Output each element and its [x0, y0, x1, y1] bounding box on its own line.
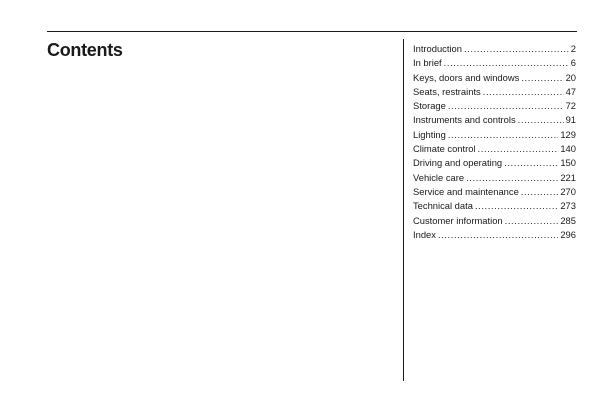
toc-entry-technical-data[interactable]: [413, 199, 576, 213]
toc-entry-page: 6: [570, 57, 576, 69]
toc-entry-keys-doors-windows[interactable]: [413, 71, 576, 85]
toc-entry-label: Climate control: [413, 143, 476, 155]
toc-dot-leader: [448, 128, 559, 142]
toc-dot-leader: [475, 199, 558, 213]
toc-entry-seats-restraints[interactable]: [413, 85, 576, 99]
toc-entry-instruments-controls[interactable]: [413, 113, 576, 127]
toc-dot-leader: [464, 42, 569, 56]
toc-dot-leader: [483, 85, 564, 99]
toc-entry-label: Instruments and controls: [413, 114, 516, 126]
toc-entry-climate-control[interactable]: [413, 142, 576, 156]
toc-entry-vehicle-care[interactable]: [413, 171, 576, 185]
toc-dot-leader: [504, 156, 558, 170]
toc-entry-page: 20: [565, 71, 576, 83]
toc-entry-label: Vehicle care: [413, 171, 465, 183]
toc-entry-page: 129: [560, 128, 576, 140]
toc-entry-label: In brief: [413, 57, 442, 69]
toc-entry-label: Lighting: [413, 128, 446, 140]
toc-entry-label: Index: [413, 228, 436, 240]
toc-entry-page: 270: [560, 185, 576, 197]
toc-dot-leader: [505, 214, 559, 228]
toc-entry-label: Service and maintenance: [413, 185, 519, 197]
toc-entry-page: 273: [560, 200, 576, 212]
toc-entry-customer-information[interactable]: [413, 214, 576, 228]
toc-entry-page: 72: [565, 100, 576, 112]
header-rule: [47, 31, 577, 32]
toc-entry-page: 47: [565, 85, 576, 97]
toc-dot-leader: [521, 71, 563, 85]
toc-entry-label: Introduction: [413, 43, 462, 54]
toc-entry-page: 140: [560, 143, 576, 155]
toc-entry-page: 285: [560, 214, 576, 226]
toc-entry-driving-operating[interactable]: [413, 156, 576, 170]
toc-dot-leader: [466, 171, 558, 185]
toc-entry-lighting[interactable]: [413, 128, 576, 142]
toc-entry-in-brief[interactable]: [413, 56, 576, 70]
toc-entry-label: Driving and operating: [413, 157, 503, 169]
toc-entry-page: 2: [570, 43, 576, 54]
toc-entry-label: Keys, doors and windows: [413, 71, 520, 83]
toc-entry-label: Customer information: [413, 214, 503, 226]
toc-entry-storage[interactable]: [413, 99, 576, 113]
toc-entry-page: 150: [560, 157, 576, 169]
toc-entry-label: Storage: [413, 100, 446, 112]
toc-dot-leader: [478, 142, 559, 156]
toc-entry-introduction[interactable]: [413, 42, 576, 56]
page-title: Contents: [47, 40, 123, 60]
toc-entry-page: 91: [565, 114, 576, 126]
column-divider: [403, 39, 404, 381]
toc-entry-label: Technical data: [413, 200, 473, 212]
toc-dot-leader: [444, 56, 569, 70]
toc-dot-leader: [448, 99, 564, 113]
table-of-contents: [413, 42, 576, 242]
toc-entry-index[interactable]: [413, 228, 576, 242]
toc-entry-service-maintenance[interactable]: [413, 185, 576, 199]
toc-entry-page: 221: [560, 171, 576, 183]
toc-dot-leader: [518, 113, 564, 127]
toc-entry-label: Seats, restraints: [413, 85, 481, 97]
toc-dot-leader: [438, 228, 558, 242]
toc-dot-leader: [521, 185, 559, 199]
toc-entry-page: 296: [560, 228, 576, 240]
